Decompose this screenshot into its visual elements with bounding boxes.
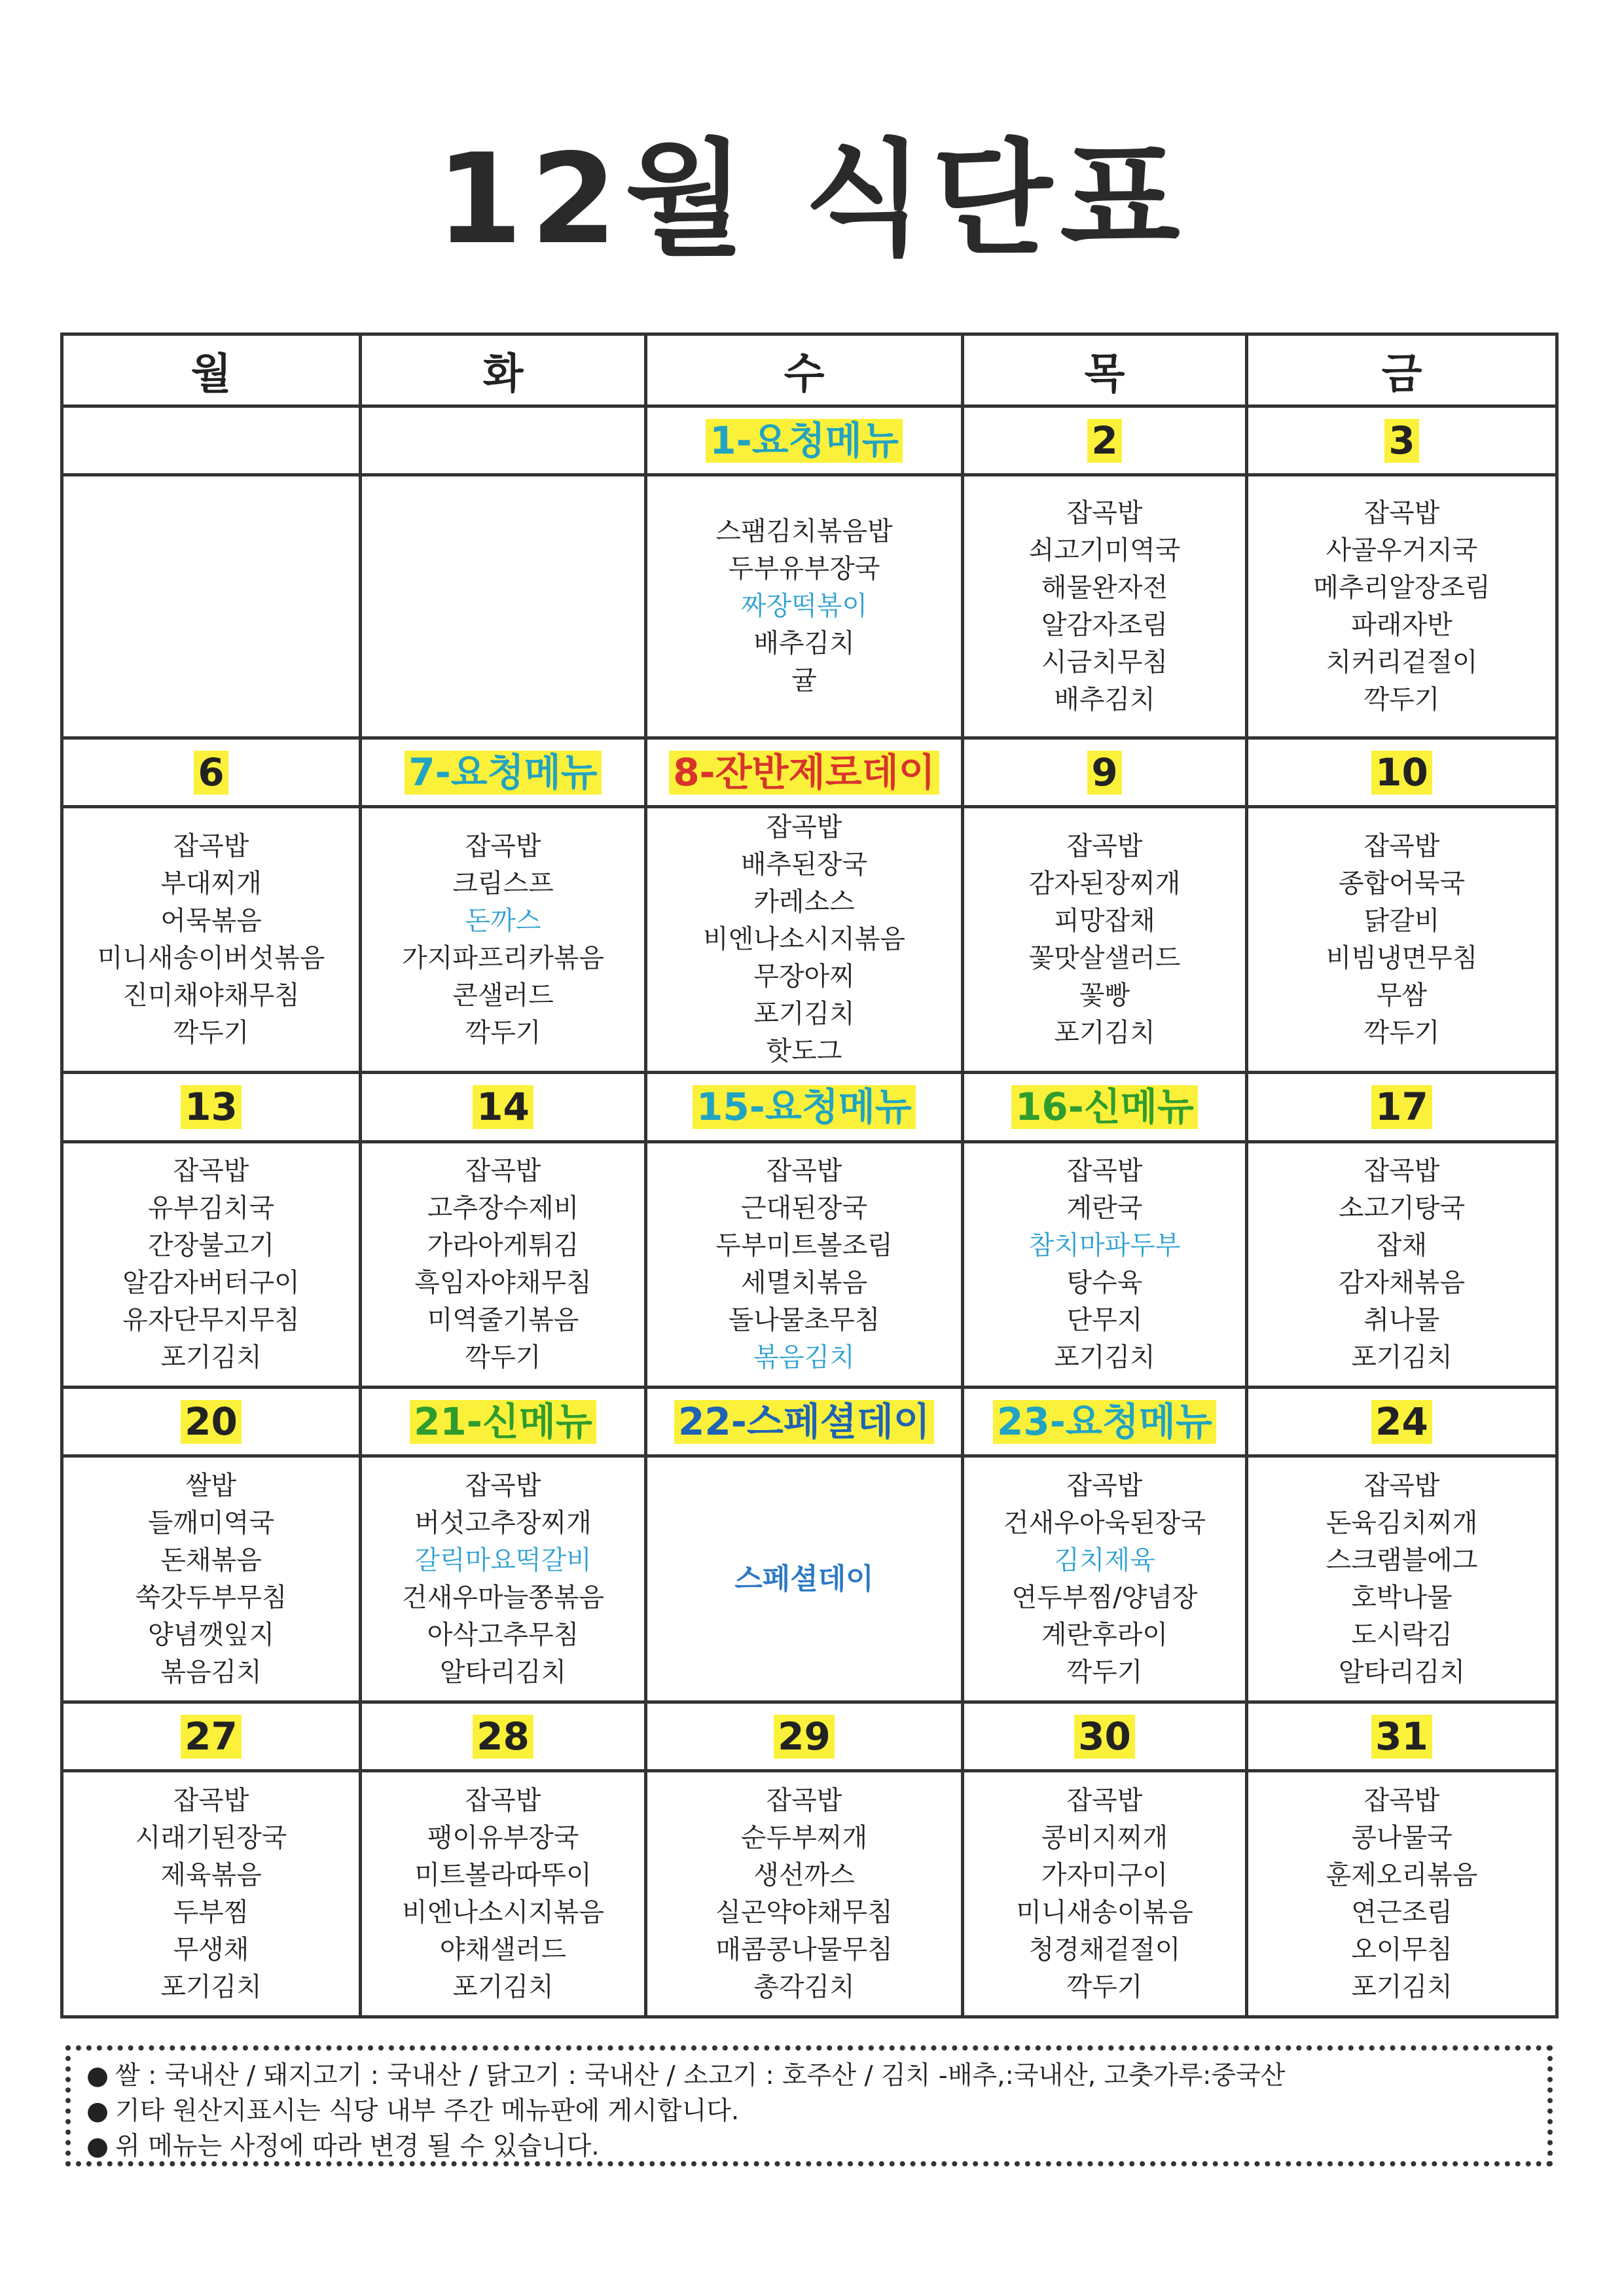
menu-item: 해물완자전 [1041, 572, 1168, 603]
menu-item: 포기김치 [1054, 1342, 1155, 1372]
menu-item: 매콤콩나물무침 [715, 1934, 893, 1965]
menu-cell [361, 807, 646, 1073]
menu-item: 훈제오리볶음 [1326, 1859, 1478, 1890]
menu-item: 미역줄기볶음 [427, 1304, 579, 1335]
menu-item: 잡곡밥 [465, 1785, 541, 1816]
date-row [62, 738, 1557, 807]
date-cell [361, 1388, 646, 1456]
menu-item: 오이무침 [1351, 1934, 1453, 1965]
menu-cell [963, 475, 1247, 738]
menu-item: 유부김치국 [147, 1193, 275, 1223]
menu-item: 포기김치 [1054, 1017, 1155, 1048]
menu-item: 잡곡밥 [766, 1155, 842, 1186]
menu-cell [1247, 1141, 1557, 1388]
menu-item: 시금치무침 [1041, 647, 1168, 677]
menu-item: 취나물 [1363, 1304, 1440, 1335]
menu-item: 탕수육 [1066, 1267, 1143, 1298]
menu-item: 포기김치 [160, 1971, 262, 2002]
menu-item: 가자미구이 [1041, 1859, 1168, 1890]
date-cell [963, 1702, 1247, 1770]
menu-item: 알감자버터구이 [122, 1267, 300, 1298]
menu-item: 계란후라이 [1041, 1619, 1168, 1650]
menu-cell [62, 807, 361, 1073]
menu-item: 잡곡밥 [1363, 1785, 1440, 1816]
menu-item: 잡곡밥 [1363, 1155, 1440, 1186]
menu-item: 깍두기 [1363, 684, 1440, 715]
menu-item: 포기김치 [1351, 1971, 1453, 2002]
menu-row [62, 1456, 1557, 1702]
menu-item: 연근조림 [1351, 1897, 1453, 1928]
date-label: 3 [1384, 419, 1418, 463]
date-label: 16-신메뉴 [1011, 1085, 1198, 1129]
date-label: 27 [181, 1715, 242, 1759]
menu-item: 크림스프 [452, 868, 554, 899]
menu-cell [963, 1456, 1247, 1702]
menu-item: 잡곡밥 [1363, 831, 1440, 861]
menu-item: 무쌈 [1376, 980, 1428, 1011]
date-cell [62, 1388, 361, 1456]
menu-cell [963, 807, 1247, 1073]
menu-item: 실곤약야채무침 [715, 1897, 893, 1928]
menu-item: 잡곡밥 [173, 831, 249, 861]
menu-item: 건새우마늘쫑볶음 [401, 1582, 605, 1613]
date-cell [62, 1073, 361, 1141]
date-cell [963, 738, 1247, 807]
menu-item: 메추리알장조림 [1313, 572, 1490, 603]
menu-item: 참치마파두부 [1028, 1230, 1181, 1261]
menu-item: 미트볼라따뚜이 [414, 1859, 592, 1890]
menu-item: 포기김치 [160, 1342, 262, 1372]
bullet-icon: ● [86, 2132, 109, 2161]
menu-cell [646, 807, 963, 1073]
page-title: 12월 식단표 [436, 127, 1188, 272]
date-row [62, 1702, 1557, 1770]
menu-item: 비빔냉면무침 [1326, 942, 1478, 973]
menu-item: 피망잡채 [1054, 905, 1155, 936]
menu-item: 미니새송이볶음 [1016, 1897, 1193, 1928]
menu-item: 돈육김치찌개 [1326, 1507, 1478, 1538]
menu-item: 소고기탕국 [1338, 1193, 1466, 1223]
menu-item: 알타리김치 [1338, 1657, 1466, 1687]
weekday-tue: 화 [361, 334, 646, 406]
date-label: 17 [1371, 1085, 1432, 1129]
date-label: 10 [1371, 751, 1432, 795]
menu-cell [646, 475, 963, 738]
date-label: 8-잔반제로데이 [669, 751, 939, 795]
date-cell [646, 738, 963, 807]
menu-item: 포기김치 [753, 999, 855, 1030]
date-label: 22-스페셜데이 [674, 1400, 934, 1444]
date-cell [1247, 1388, 1557, 1456]
menu-cell [963, 1771, 1247, 2017]
origin-notice-line [86, 2058, 1532, 2094]
menu-cell [646, 1771, 963, 2017]
menu-cell [62, 1456, 361, 1702]
menu-item: 잡곡밥 [1066, 1470, 1143, 1501]
date-cell [62, 1702, 361, 1770]
menu-body [62, 406, 1557, 2017]
menu-row [62, 475, 1557, 738]
menu-item: 콘샐러드 [452, 980, 554, 1011]
menu-row [62, 1141, 1557, 1388]
menu-item: 잡곡밥 [173, 1155, 249, 1186]
menu-cell [62, 475, 361, 738]
menu-item: 부대찌개 [160, 868, 262, 899]
menu-item: 가라아게튀김 [427, 1230, 579, 1261]
menu-item: 비엔나소시지볶음 [702, 924, 906, 955]
date-cell [62, 406, 361, 475]
date-cell [646, 1073, 963, 1141]
date-label: 28 [473, 1715, 533, 1759]
weekday-header-row [62, 334, 1557, 406]
menu-item: 들깨미역국 [147, 1507, 275, 1538]
menu-item: 잡곡밥 [766, 812, 842, 843]
date-row [62, 406, 1557, 475]
weekday-fri: 금 [1247, 334, 1557, 406]
menu-item: 무생채 [173, 1934, 249, 1965]
menu-table [60, 332, 1559, 2018]
date-cell [963, 1073, 1247, 1141]
menu-item: 호박나물 [1351, 1582, 1453, 1613]
date-cell [963, 1388, 1247, 1456]
menu-item: 잡곡밥 [1066, 1155, 1143, 1186]
origin-notice-box [65, 2045, 1553, 2166]
date-cell [646, 406, 963, 475]
menu-item: 근대된장국 [740, 1193, 868, 1223]
origin-notice-line [86, 2094, 1532, 2129]
menu-item: 청경채겉절이 [1028, 1934, 1181, 1965]
date-cell [1247, 738, 1557, 807]
menu-item: 고추장수제비 [427, 1193, 579, 1223]
menu-item: 잡곡밥 [173, 1785, 249, 1816]
date-cell [62, 738, 361, 807]
menu-item: 잡곡밥 [1363, 1470, 1440, 1501]
date-cell [361, 406, 646, 475]
weekday-wed: 수 [646, 334, 963, 406]
menu-item: 짜장떡볶이 [740, 591, 868, 622]
date-cell [1247, 1073, 1557, 1141]
menu-item: 포기김치 [452, 1971, 554, 2002]
menu-item: 총각김치 [753, 1971, 855, 2002]
date-cell [963, 406, 1247, 475]
menu-item: 아삭고추무침 [427, 1619, 579, 1650]
date-label: 14 [473, 1085, 533, 1129]
menu-item: 사골우거지국 [1326, 535, 1478, 565]
menu-cell [1247, 1456, 1557, 1702]
menu-item: 깍두기 [465, 1017, 541, 1048]
date-label: 30 [1074, 1715, 1135, 1759]
menu-item: 알감자조림 [1041, 609, 1168, 640]
menu-item: 배추김치 [753, 628, 855, 659]
menu-cell [361, 1771, 646, 2017]
menu-item: 꽃빵 [1079, 980, 1130, 1011]
menu-item: 감자된장찌개 [1028, 868, 1181, 899]
menu-item: 연두부찜/양념장 [1011, 1582, 1198, 1613]
menu-item: 볶음김치 [160, 1657, 262, 1687]
menu-item: 비엔나소시지볶음 [401, 1897, 605, 1928]
date-cell [1247, 1702, 1557, 1770]
menu-item: 감자채볶음 [1338, 1267, 1466, 1298]
menu-item: 돈채볶음 [160, 1545, 262, 1575]
special-day-label: 스페셜데이 [734, 1562, 874, 1596]
menu-item: 배추김치 [1054, 684, 1155, 715]
menu-item: 깍두기 [1066, 1657, 1143, 1687]
menu-cell [361, 475, 646, 738]
date-label: 31 [1371, 1715, 1432, 1759]
menu-item: 미니새송이버섯볶음 [97, 942, 325, 973]
menu-item: 두부찜 [173, 1897, 249, 1928]
date-row [62, 1388, 1557, 1456]
menu-item: 제육볶음 [160, 1859, 262, 1890]
menu-item: 간장불고기 [147, 1230, 275, 1261]
menu-cell [1247, 807, 1557, 1073]
menu-cell [361, 1141, 646, 1388]
menu-item: 잡채 [1376, 1230, 1428, 1261]
date-label: 15-요청메뉴 [693, 1085, 916, 1129]
bullet-icon: ● [86, 2096, 109, 2126]
menu-item: 쑥갓두부무침 [135, 1582, 287, 1613]
menu-item: 파래자반 [1351, 609, 1453, 640]
menu-item: 어묵볶음 [160, 905, 262, 936]
weekday-thu: 목 [963, 334, 1247, 406]
date-label: 24 [1371, 1400, 1432, 1444]
origin-notice-text: 위 메뉴는 사정에 따라 변경 될 수 있습니다. [115, 2132, 600, 2161]
menu-item: 시래기된장국 [135, 1822, 287, 1853]
menu-item: 두부유부장국 [728, 554, 880, 584]
menu-item: 스팸김치볶음밥 [715, 516, 893, 547]
menu-item: 두부미트볼조림 [715, 1230, 893, 1261]
menu-item: 깍두기 [1066, 1971, 1143, 2002]
date-cell [361, 1702, 646, 1770]
menu-item: 팽이유부장국 [427, 1822, 579, 1853]
menu-item: 돌나물초무침 [728, 1304, 880, 1335]
date-label: 6 [194, 751, 228, 795]
menu-item: 잡곡밥 [1066, 831, 1143, 861]
weekday-mon: 월 [62, 334, 361, 406]
menu-item: 귤 [791, 666, 817, 696]
menu-item: 깍두기 [465, 1342, 541, 1372]
menu-cell [62, 1771, 361, 2017]
menu-item: 잡곡밥 [465, 831, 541, 861]
origin-notice-text: 기타 원산지표시는 식당 내부 주간 메뉴판에 게시합니다. [115, 2096, 740, 2126]
menu-item: 가지파프리카볶음 [401, 942, 605, 973]
menu-item: 알타리김치 [439, 1657, 567, 1687]
menu-item: 흑임자야채무침 [414, 1267, 592, 1298]
menu-item: 야채샐러드 [439, 1934, 567, 1965]
menu-item: 배추된장국 [740, 850, 868, 880]
menu-item: 콩비지찌개 [1041, 1822, 1168, 1853]
menu-cell [1247, 475, 1557, 738]
menu-item: 꽃맛살샐러드 [1028, 942, 1181, 973]
menu-item: 건새우아욱된장국 [1003, 1507, 1206, 1538]
menu-cell [646, 1456, 963, 1702]
menu-item: 유자단무지무침 [122, 1304, 300, 1335]
date-cell [361, 738, 646, 807]
menu-item: 잡곡밥 [1066, 497, 1143, 528]
origin-notice-line [86, 2129, 1532, 2164]
date-label: 21-신메뉴 [410, 1400, 596, 1444]
menu-item: 스크램블에그 [1326, 1545, 1478, 1575]
menu-item: 버섯고추장찌개 [414, 1507, 592, 1538]
menu-cell [646, 1141, 963, 1388]
menu-item: 진미채야채무침 [122, 980, 300, 1011]
date-cell [1247, 406, 1557, 475]
menu-item: 깍두기 [173, 1017, 249, 1048]
menu-item: 쇠고기미역국 [1028, 535, 1181, 565]
menu-item: 김치제육 [1054, 1545, 1155, 1575]
menu-item: 콩나물국 [1351, 1822, 1453, 1853]
menu-item: 치커리겉절이 [1326, 647, 1478, 677]
menu-item: 포기김치 [1351, 1342, 1453, 1372]
menu-item: 잡곡밥 [465, 1155, 541, 1186]
date-label: 2 [1087, 419, 1121, 463]
date-label: 29 [774, 1715, 835, 1759]
menu-item: 갈릭마요떡갈비 [414, 1545, 592, 1575]
menu-item: 볶음김치 [753, 1342, 855, 1372]
menu-item: 깍두기 [1363, 1017, 1440, 1048]
menu-item: 도시락김 [1351, 1619, 1453, 1650]
menu-item: 종합어묵국 [1338, 868, 1466, 899]
menu-item: 잡곡밥 [1363, 497, 1440, 528]
bullet-icon: ● [86, 2061, 109, 2090]
menu-item: 생선까스 [753, 1859, 855, 1890]
date-label: 23-요청메뉴 [993, 1400, 1216, 1444]
menu-cell [62, 1141, 361, 1388]
date-cell [361, 1073, 646, 1141]
menu-item: 쌀밥 [185, 1470, 237, 1501]
date-label: 9 [1087, 751, 1121, 795]
menu-row [62, 1771, 1557, 2017]
menu-item: 카레소스 [753, 887, 855, 918]
menu-item: 잡곡밥 [465, 1470, 541, 1501]
menu-item: 닭갈비 [1363, 905, 1440, 936]
date-label: 13 [181, 1085, 242, 1129]
date-row [62, 1073, 1557, 1141]
menu-item: 세멸치볶음 [740, 1267, 868, 1298]
date-cell [646, 1702, 963, 1770]
menu-item: 잡곡밥 [766, 1785, 842, 1816]
origin-notice-text: 쌀 : 국내산 / 돼지고기 : 국내산 / 닭고기 : 국내산 / 소고기 : 호주산 / 김치 -배추,:국내산, 고춧가루:중국산 [115, 2061, 1286, 2090]
date-label: 20 [181, 1400, 242, 1444]
menu-item: 잡곡밥 [1066, 1785, 1143, 1816]
menu-cell [1247, 1771, 1557, 2017]
menu-item: 계란국 [1066, 1193, 1143, 1223]
menu-item: 양념깻잎지 [147, 1619, 275, 1650]
menu-item: 순두부찌개 [740, 1822, 868, 1853]
menu-item: 무장아찌 [753, 961, 855, 992]
menu-item: 단무지 [1066, 1304, 1143, 1335]
menu-row [62, 807, 1557, 1073]
date-label: 1-요청메뉴 [706, 419, 903, 463]
date-label: 7-요청메뉴 [405, 751, 602, 795]
menu-item: 돈까스 [465, 905, 541, 936]
menu-item: 핫도그 [766, 1036, 842, 1067]
menu-cell [963, 1141, 1247, 1388]
menu-cell [361, 1456, 646, 1702]
date-cell [646, 1388, 963, 1456]
